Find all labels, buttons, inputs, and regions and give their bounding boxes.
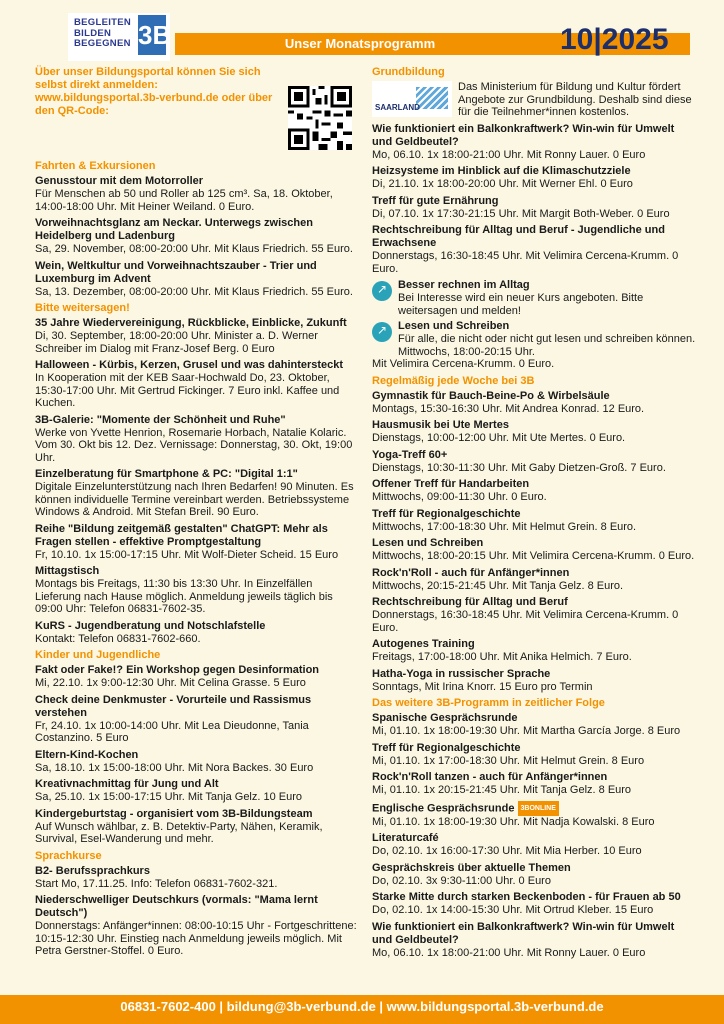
item-details: Montags, 15:30-16:30 Uhr. Mit Andrea Konrad. 12 Euro. [372,402,645,415]
intro-text: Über unser Bildungsportal können Sie sich selbst direkt anmelden: www.bildungsportal.3b-verbund.de oder über den QR-Code: [35,66,273,117]
item-details: Mi, 01.10. 1x 17:00-18:30 Uhr. Mit Helmut Grein. 8 Euro [372,754,645,767]
list-item[interactable] [35,664,360,690]
item-title: 3B-Galerie: "Momente der Schönheit und Ruhe" [35,413,286,426]
list-item[interactable] [35,565,360,616]
item-details: Freitags, 17:00-18:00 Uhr. Mit Anika Helmich. 7 Euro. [372,651,632,663]
item-details: Mittwochs, 17:00-18:30 Uhr. Mit Helmut Grein. 8 Euro. [372,520,637,533]
saarland-funding-text: Das Ministerium für Bildung und Kultur fördert Angebote zur Grundbildung. Deshalb sind diese für die Teilnehmer*innen kostenlos. [458,81,692,118]
item-details: Mi, 01.10. 1x 18:00-19:30 Uhr. Mit Nadja Kowalski. 8 Euro [372,815,655,828]
section-title-zeitliche-folge: Das weitere 3B-Programm in zeitlicher Folge [372,697,605,709]
page-title-banner: Unser Monatsprogramm [175,33,545,55]
item-details: Sa, 25.10. 1x 15:00-17:15 Uhr. Mit Tanja Gelz. 10 Euro [35,791,303,803]
item-title: Yoga-Treff 60+ [372,448,448,461]
item-details: Sonntags, Mit Irina Knorr. 15 Euro pro Termin [372,680,593,693]
list-item[interactable] [372,712,697,738]
list-item[interactable] [35,694,360,745]
saarland-logo [372,81,452,117]
section-title-woechentlich: Regelmäßig jede Woche bei 3B [372,374,535,387]
intro-block [35,66,360,156]
logo-line-1: BEGLEITEN [74,17,132,28]
item-details: In Kooperation mit der KEB Saar-Hochwald Do, 23. Oktober, 15:30-17:00 Uhr. Mit Gertrud Fickinger. 7 Euro inkl. Kaffee und Kuchen. [35,372,340,409]
list-item[interactable] [372,862,697,888]
logo-3b-mark: 3B [138,15,166,55]
item-details: Mi, 01.10. 1x 18:00-19:30 Uhr. Mit Martha García Jorge. 8 Euro [372,725,681,737]
item-title-row [372,801,697,816]
section-title-sprachkurse: Sprachkurse [35,849,102,862]
item-details: Digitale Einzelunterstützung nach Ihren Bedarfen! 90 Minuten. Es können individuelle Termine vereinbart werden. Betriebssysteme Windows & Android. Mit Stefan Breil. 90 Euro. [35,481,354,518]
list-item[interactable] [372,771,697,797]
item-title: B2- Berufssprachkurs [35,864,150,877]
item-title: Eltern-Kind-Kochen [35,748,139,761]
item-details: Start Mo, 17.11.25. Info: Telefon 06831-7602-321. [35,877,278,890]
list-item[interactable] [35,317,360,355]
left-column [35,66,360,962]
item-title: Vorweihnachtsglanz am Neckar. Unterwegs zwischen Heidelberg und Ladenburg [35,217,313,242]
list-item[interactable] [372,921,697,960]
list-item[interactable] [372,596,697,634]
logo-line-3: BEGEGNEN [74,38,131,49]
item-title: Besser rechnen im Alltag [398,279,530,291]
item-details: Mi, 22.10. 1x 9:00-12:30 Uhr. Mit Celina Grasse. 5 Euro [35,677,306,689]
list-item[interactable] [372,891,697,917]
item-title: Wie funktioniert ein Balkonkraftwerk? Win-win für Umwelt und Geldbeutel? [372,122,675,148]
item-details: Mittwochs, 09:00-11:30 Uhr. 0 Euro. [372,491,547,503]
list-item[interactable] [35,778,360,804]
list-item[interactable] [35,217,360,256]
item-details: Di, 21.10. 1x 18:00-20:00 Uhr. Mit Werner Ehl. 0 Euro [372,178,633,190]
item-details: Do, 02.10. 1x 14:00-15:30 Uhr. Mit Ortrud Kleber. 15 Euro [372,904,654,916]
item-title: Starke Mitte durch starken Beckenboden - für Frauen ab 50 [372,891,681,903]
item-title: Offener Treff für Handarbeiten [372,478,530,490]
item-details: Mo, 06.10. 1x 18:00-21:00 Uhr. Mit Ronny Lauer. 0 Euro [372,946,646,959]
item-details: Donnerstags: Anfänger*innen: 08:00-10:15 Uhr - Fortgeschrittene: 10:15-12:30 Uhr. Einstieg nach Anmeldung jeweils möglich. Mit Petra Gerstner-Stoffel. 0 Euro. [35,920,357,957]
item-title: Kreativnachmittag für Jung und Alt [35,778,219,790]
list-item[interactable] [35,414,360,465]
list-item[interactable] [372,508,697,534]
item-details: Di, 30. September, 18:00-20:00 Uhr. Minister a. D. Werner Schreiber im Dialog mit Franz-Josef Berg. 0 Euro [35,330,318,355]
list-item[interactable] [35,865,360,891]
item-details: Fr, 10.10. 1x 15:00-17:15 Uhr. Mit Wolf-Dieter Scheid. 15 Euro [35,548,339,561]
item-title: Genusstour mit dem Motorroller [35,175,204,187]
item-title: Treff für gute Ernährung [372,194,499,207]
item-title: Rock'n'Roll - auch für Anfänger*innen [372,566,570,579]
contact-footer[interactable]: 06831-7602-400 | bildung@3b-verbund.de | www.bildungsportal.3b-verbund.de [0,995,724,1024]
item-details: Bei Interesse wird ein neuer Kurs angeboten. Bitte weitersagen und melden! [398,292,644,317]
item-title: Treff für Regionalgeschichte [372,507,521,520]
saarland-logo-label: SAARLAND [375,103,420,112]
item-title: Gesprächskreis über aktuelle Themen [372,861,571,874]
item-title: Wein, Weltkultur und Vorweihnachtszauber - Trier und Luxemburg im Advent [35,259,317,285]
item-title: Englische Gesprächsrunde [372,801,515,814]
item-title: Hausmusik bei Ute Mertes [372,419,509,431]
item-title: Lesen und Schreiben [398,320,510,332]
item-details: Mo, 06.10. 1x 18:00-21:00 Uhr. Mit Ronny Lauer. 0 Euro [372,148,646,161]
list-item[interactable] [372,419,697,445]
item-details: Auf Wunsch wählbar, z. B. Detektiv-Party, Nähen, Keramik, Survival, Esel-Wanderung und mehr. [35,820,323,845]
qr-code-icon[interactable] [288,86,352,150]
item-title: Rechtschreibung für Alltag und Beruf [372,596,568,608]
section-title-grundbildung: Grundbildung [372,66,445,78]
item-title: Fakt oder Fake!? Ein Workshop gegen Desinformation [35,664,320,676]
list-item[interactable] [372,123,697,162]
list-item[interactable] [372,832,697,858]
online-badge: 3BONLINE [518,801,559,816]
list-item[interactable] [372,801,697,829]
item-title: Mittagstisch [35,565,100,577]
item-details: Sa, 18.10. 1x 15:00-18:00 Uhr. Mit Nora Backes. 30 Euro [35,761,314,774]
item-details: Fr, 24.10. 1x 10:00-14:00 Uhr. Mit Lea Dieudonne, Tania Costanzino. 5 Euro [35,719,309,744]
item-title: Rock'n'Roll tanzen - auch für Anfänger*innen [372,771,608,783]
list-item[interactable] [372,638,697,664]
list-item[interactable] [372,449,697,475]
item-title: 35 Jahre Wiedervereinigung, Rückblicke, Einblicke, Zukunft [35,317,347,329]
item-details: Dienstags, 10:30-11:30 Uhr. Mit Gaby Dietzen-Groß. 7 Euro. [372,461,666,474]
item-title: Lesen und Schreiben [372,537,484,549]
item-title: Heizsysteme im Hinblick auf die Klimaschutzziele [372,165,631,177]
item-details: Sa, 29. November, 08:00-20:00 Uhr. Mit Klaus Friedrich. 55 Euro. [35,243,353,255]
item-title: Niederschwelliger Deutschkurs (vormals: "Mama lernt Deutsch") [35,894,318,919]
section-title-weitersagen: Bitte weitersagen! [35,302,130,314]
item-details: Do, 02.10. 1x 16:00-17:30 Uhr. Mit Mia Herber. 10 Euro [372,845,642,857]
list-item[interactable] [35,260,360,299]
right-column [372,66,697,963]
list-item[interactable] [372,567,697,593]
list-item[interactable] [35,175,360,213]
item-details: Do, 02.10. 3x 9:30-11:00 Uhr. 0 Euro [372,874,551,887]
item-details: Montags bis Freitags, 11:30 bis 13:30 Uhr. In Einzelfällen Lieferung nach Hause möglich. Anmeldung jeweils täglich bis 09:00 Uhr: Telefon 06831-7602-35. [35,578,333,615]
list-item[interactable] [35,523,360,562]
item-details: Donnerstags, 16:30-18:45 Uhr. Mit Velimira Cercena-Krumm. 0 Euro. [372,250,679,275]
section-title-fahrten: Fahrten & Exkursionen [35,160,156,172]
list-item[interactable] [372,668,697,694]
list-item[interactable] [372,279,697,317]
logo-3b-verbund[interactable] [68,13,170,61]
item-title: Autogenes Training [372,638,475,650]
item-title: Wie funktioniert ein Balkonkraftwerk? Win-win für Umwelt und Geldbeutel? [372,920,675,946]
list-item[interactable] [372,537,697,563]
list-item[interactable] [35,808,360,846]
saarland-logo-stripes [416,87,448,109]
list-item[interactable] [35,894,360,958]
item-title: Einzelberatung für Smartphone & PC: "Digital 1:1" [35,468,298,480]
item-details: Für alle, die nicht oder nicht gut lesen und schreiben können. Mittwochs, 18:00-20:15 Uhr. [398,333,696,358]
item-title: Gymnastik für Bauch-Beine-Po & Wirbelsäule [372,389,610,402]
logo-wordmark [74,18,131,50]
list-item[interactable] [372,478,697,504]
saarland-block [372,81,697,119]
item-details: Di, 07.10. 1x 17:30-21:15 Uhr. Mit Margit Both-Weber. 0 Euro [372,207,670,220]
list-item[interactable] [372,390,697,416]
item-title: Hatha-Yoga in russischer Sprache [372,667,551,680]
item-title: Literaturcafé [372,832,439,844]
item-title: Rechtschreibung für Alltag und Beruf - Jugendliche und Erwachsene [372,224,665,249]
item-details: Mittwochs, 18:00-20:15 Uhr. Mit Velimira Cercena-Krumm. 0 Euro. [372,550,695,562]
stairs-icon [372,281,392,301]
item-details: Donnerstags, 16:30-18:45 Uhr. Mit Velimira Cercena-Krumm. 0 Euro. [372,609,679,634]
list-item[interactable] [35,359,360,410]
item-title: Check deine Denkmuster - Vorurteile und Rassismus verstehen [35,693,312,719]
list-item[interactable] [372,742,697,768]
section-title-kinder: Kinder und Jugendliche [35,649,161,661]
list-item[interactable] [35,620,360,646]
list-item[interactable] [372,165,697,191]
item-title: Kindergeburtstag - organisiert vom 3B-Bildungsteam [35,807,313,820]
item-title: Spanische Gesprächsrunde [372,712,518,724]
issue-date: 10|2025 [560,23,669,56]
item-title: Reihe "Bildung zeitgemäß gestalten" ChatGPT: Mehr als Fragen stellen - effektive Promptgestaltung [35,522,328,548]
item-details-tail: Mit Velimira Cercena-Krumm. 0 Euro. [372,358,555,370]
list-item[interactable] [372,320,697,358]
logo-line-2: BILDEN [74,27,112,39]
list-item[interactable] [372,195,697,221]
item-details: Dienstags, 10:00-12:00 Uhr. Mit Ute Mertes. 0 Euro. [372,432,626,444]
list-item[interactable] [372,224,697,275]
list-item[interactable] [35,749,360,775]
item-title: KuRS - Jugendberatung und Notschlafstelle [35,619,266,632]
item-details: Mi, 01.10. 1x 20:15-21:45 Uhr. Mit Tanja Gelz. 8 Euro [372,784,632,796]
list-item[interactable] [35,468,360,519]
item-details: Werke von Yvette Henrion, Rosemarie Horbach, Natalie Kolaric. Vom 30. Okt bis 12. Dez. Vernissage: Donnerstag, 30. Okt, 19:00 Uhr. [35,426,353,464]
item-details: Für Menschen ab 50 und Roller ab 125 cm³. Sa, 18. Oktober, 14:00-18:00 Uhr. Mit Heiner Weiland. 0 Euro. [35,188,333,213]
item-title: Halloween - Kürbis, Kerzen, Grusel und was dahintersteckt [35,359,344,371]
item-details: Mittwochs, 20:15-21:45 Uhr. Mit Tanja Gelz. 8 Euro. [372,579,624,592]
item-details: Kontakt: Telefon 06831-7602-660. [35,632,201,645]
item-title: Treff für Regionalgeschichte [372,741,521,754]
item-details: Sa, 13. Dezember, 08:00-20:00 Uhr. Mit Klaus Friedrich. 55 Euro. [35,285,353,298]
stairs-icon [372,322,392,342]
header [0,0,724,60]
